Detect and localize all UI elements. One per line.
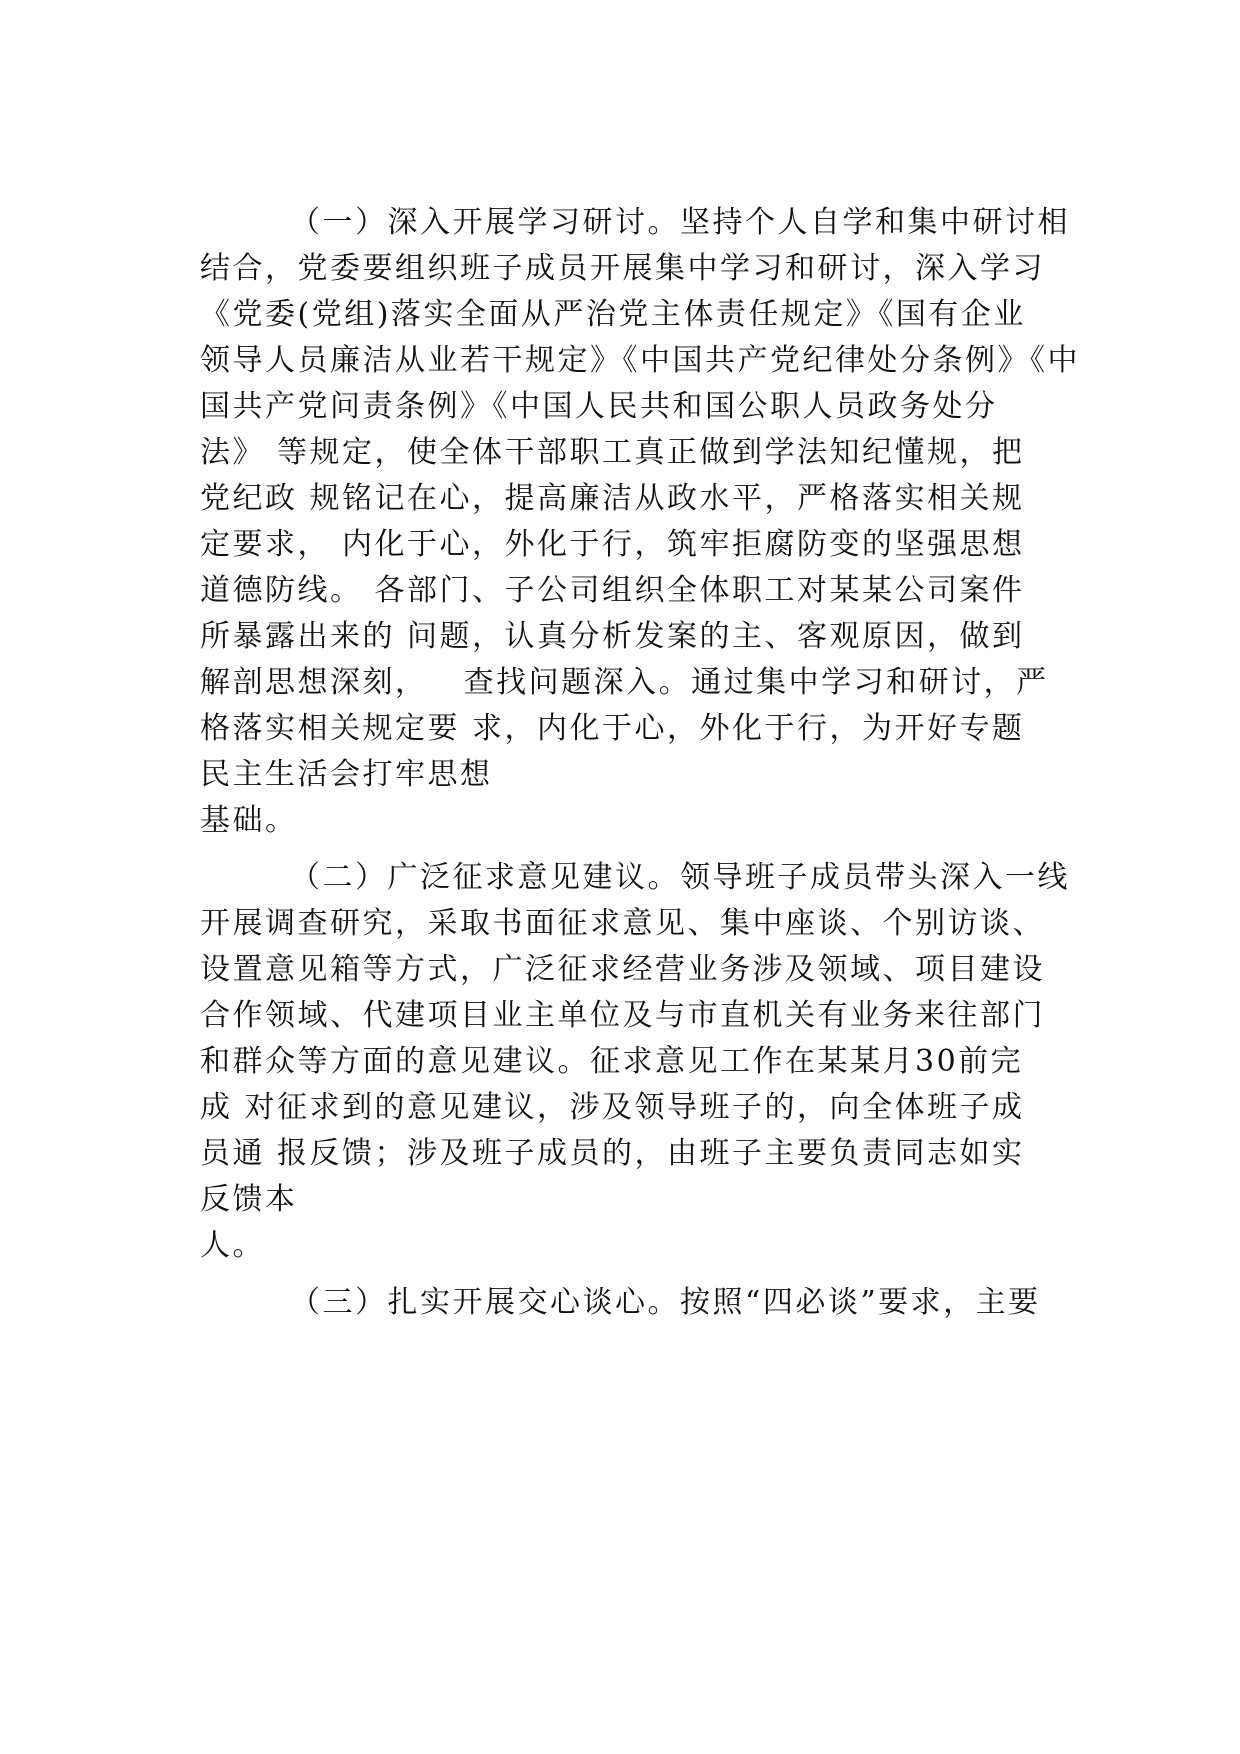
paragraph-line: 基础。	[200, 803, 298, 838]
paragraph-line: 国共产党问责条例》《中国人民共和国公职人员政务处分	[200, 389, 998, 424]
paragraph-line: （二）广泛征求意见建议。领导班子成员带头深入一线	[290, 860, 1070, 895]
paragraph-line: 格落实相关规定要 求，内化于心，外化于行，为开好专题	[200, 711, 1025, 746]
paragraph-line: 所暴露出来的 问题，认真分析发案的主、客观原因，做到	[200, 619, 1025, 654]
paragraph-line: 成 对征求到的意见建议，涉及领导班子的，向全体班子成	[200, 1090, 1025, 1125]
paragraph-line: 定要求， 内化于心，外化于行，筑牢拒腐防变的坚强思想	[200, 527, 1025, 562]
paragraph-line: 民主生活会打牢思想	[200, 757, 493, 792]
paragraph-line: 和群众等方面的意见建议。征求意见工作在某某月30前完	[200, 1044, 1024, 1079]
paragraph-line: 道德防线。 各部门、子公司组织全体职工对某某公司案件	[200, 573, 1025, 608]
paragraph-line: 领导人员廉洁从业若干规定》《中国共产党纪律处分条例》《中	[200, 343, 1080, 378]
paragraph-line: 法》 等规定，使全体干部职工真正做到学法知纪懂规，把	[200, 435, 1025, 470]
paragraph-line: 党纪政 规铭记在心，提高廉洁从政水平，严格落实相关规	[200, 481, 1025, 516]
paragraph-line: 《党委(党组)落实全面从严治党主体责任规定》《国有企业	[200, 297, 1026, 332]
paragraph-line: （一）深入开展学习研讨。坚持个人自学和集中研讨相	[290, 205, 1070, 240]
paragraph-line: （三）扎实开展交心谈心。按照“四必谈”要求，主要	[290, 1285, 1041, 1320]
paragraph-line: 反馈本	[200, 1182, 298, 1217]
paragraph-line: 设置意见箱等方式，广泛征求经营业务涉及领域、项目建设	[200, 952, 1045, 987]
paragraph-line: 结合，党委要组织班子成员开展集中学习和研讨，深入学习	[200, 251, 1045, 286]
paragraph-line: 员通 报反馈；涉及班子成员的，由班子主要负责同志如实	[200, 1136, 1025, 1171]
paragraph-line: 解剖思想深刻， 查找问题深入。通过集中学习和研讨，严	[200, 665, 1049, 700]
paragraph-line: 开展调查研究，采取书面征求意见、集中座谈、个别访谈、	[200, 906, 1045, 941]
paragraph-line: 人。	[200, 1228, 265, 1263]
paragraph-line: 合作领域、代建项目业主单位及与市直机关有业务来往部门	[200, 998, 1045, 1033]
